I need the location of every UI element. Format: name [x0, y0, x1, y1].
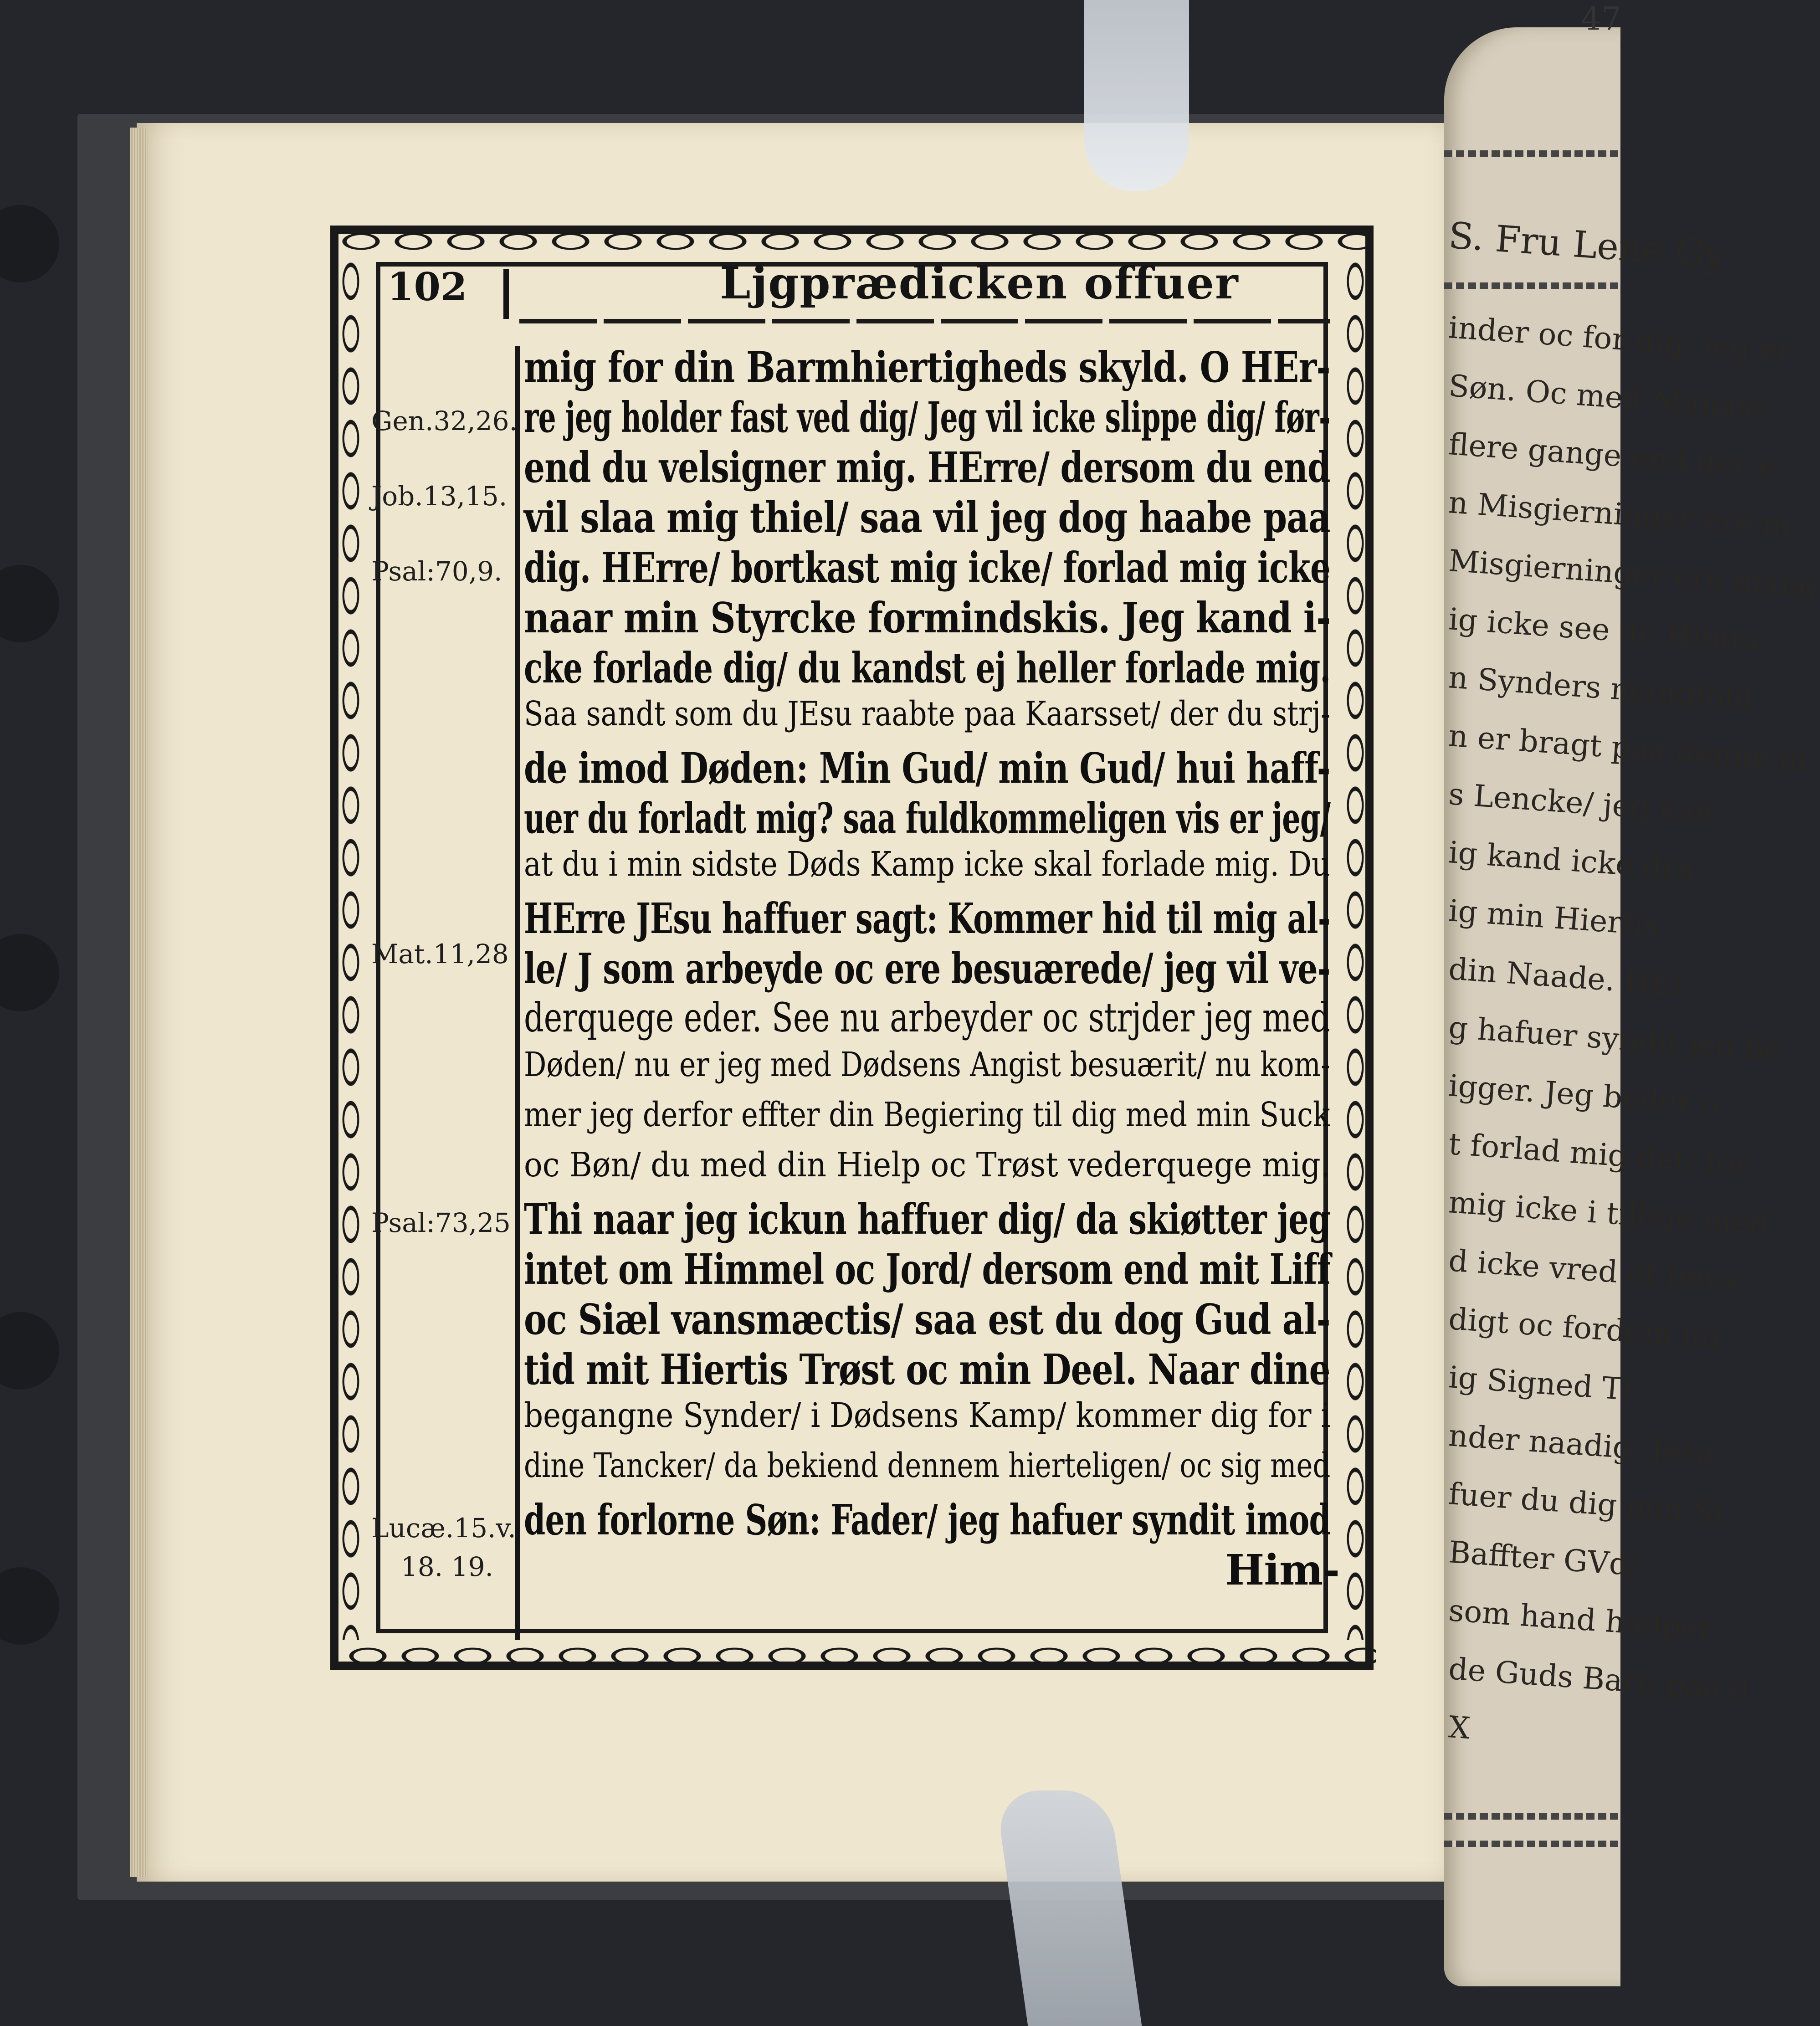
opposite-page — [1444, 27, 1820, 1986]
header-divider — [503, 269, 509, 319]
text-line: HErre JEsu haffuer sagt: Kommer hid til mig al- — [524, 894, 1330, 943]
text-line: cke forlade dig/ du kandst ej heller forlade mig. — [524, 643, 1331, 692]
opposite-text-line: mig icke i tillige med — [1447, 1185, 1770, 1242]
opposite-text-line: n Synders mangfold — [1447, 660, 1755, 716]
running-head: Ljgprædicken offuer — [720, 257, 1239, 309]
margin-note: Gen.32,26. — [371, 405, 518, 436]
opposite-text-line: de Guds Barn paa d — [1447, 1651, 1751, 1708]
header-rule — [519, 319, 1330, 323]
opposite-text-line: flere gange end der e — [1447, 426, 1777, 485]
page-edges — [130, 128, 148, 1877]
margin-note: Job.13,15. — [371, 481, 508, 512]
text-line: oc Siæl vansmæctis/ saa est du dog Gud al- — [524, 1295, 1330, 1344]
opposite-border — [1444, 1813, 1620, 1820]
binding-hole — [0, 205, 59, 282]
margin-note: Lucæ.15.v. — [371, 1513, 516, 1544]
text-line: naar min Styrcke formindskis. Jeg kand i- — [524, 593, 1331, 642]
opposite-text-line: Misgierninger ere mang — [1447, 543, 1820, 604]
margin-note: Mat.11,28 — [371, 939, 509, 969]
opposite-border — [1444, 150, 1620, 157]
opposite-text-line: digt oc fordom mi — [1447, 1301, 1721, 1355]
text-line: de imod Døden: Min Gud/ min Gud/ hui haff- — [524, 744, 1330, 793]
text-line: intet om Himmel oc Jord/ dersom end mit Liff — [524, 1245, 1331, 1294]
text-line: Saa sandt som du JEsu raabte paa Kaarsset/ der du strj- — [524, 694, 1331, 733]
text-line: dine Tancker/ da bekiend dennem hierteligen/ oc sig med — [524, 1446, 1331, 1485]
opposite-text-line: ig icke see de Himm — [1447, 601, 1760, 658]
text-line: at du i min sidste Døds Kamp icke skal forlade mig. Du — [524, 845, 1330, 884]
text-line: uer du forladt mig? saa fuldkommeligen vis er jeg/ — [524, 794, 1331, 843]
opposite-text-line: Søn. Oc med Manass — [1447, 368, 1769, 426]
text-line: Him- — [1225, 1545, 1339, 1595]
opposite-text-line: nder naadig. Jesu — [1447, 1418, 1717, 1472]
opposite-text-line: inder oc for dig/ jeg er — [1447, 310, 1793, 369]
text-line: mer jeg derfor effter din Begiering til dig med min Suck — [524, 1095, 1330, 1134]
opposite-text-line: d icke vred at beva — [1447, 1243, 1740, 1298]
opposite-border — [1444, 282, 1620, 289]
margin-note: Psal:73,25 — [371, 1207, 511, 1238]
margin-note: Psal:70,9. — [371, 556, 502, 587]
opposite-text-line: ig kand icke dra — [1447, 835, 1696, 887]
opposite-text-line: ig min Hiertis — [1447, 893, 1660, 943]
opposite-text-line: X — [1447, 1709, 1471, 1746]
opposite-text-line: din Naade. HEr — [1447, 951, 1688, 1003]
text-line: le/ J som arbeyde oc ere besuærede/ jeg vil ve- — [524, 944, 1330, 993]
text-line: den forlorne Søn: Fader/ jeg hafuer syndit imod — [524, 1495, 1331, 1544]
opposite-text-line: fuer du dig min Si — [1447, 1476, 1725, 1531]
binding-hole — [0, 1567, 59, 1645]
text-line: mig for din Barmhiertigheds skyld. O HEr- — [524, 343, 1330, 392]
opposite-border — [1444, 1841, 1620, 1847]
scan-corner-label: 47 — [1581, 0, 1622, 37]
text-line: end du velsigner mig. HErre/ dersom du end — [524, 443, 1330, 492]
binding-hole — [0, 565, 59, 642]
opposite-text-line: n Misgierninger ere m — [1447, 485, 1793, 544]
opposite-running-head: S. Fru Lene Gy — [1447, 214, 1727, 276]
opposite-text-line: t forlad mig det/ for — [1447, 1126, 1750, 1182]
binding-hole — [0, 1312, 59, 1390]
text-line: oc Bøn/ du med din Hielp oc Trøst vederquege mig. — [524, 1145, 1331, 1185]
opposite-text-line: som hand hielper — [1447, 1593, 1714, 1646]
margin-column-rule — [515, 346, 520, 1640]
text-line: Thi naar jeg ickun haffuer dig/ da skiøtter jeg — [524, 1195, 1331, 1244]
opposite-text-line: s Lencke/ jeg kan — [1447, 776, 1716, 830]
margin-note: 18. 19. — [401, 1551, 493, 1582]
text-line: Døden/ nu er jeg med Dødsens Angist besuærit/ nu kom- — [524, 1045, 1330, 1084]
text-line: re jeg holder fast ved dig/ Jeg vil icke slippe dig/ før- — [524, 393, 1330, 442]
opposite-text-line: g hafuer syndit jeg be — [1447, 1010, 1783, 1068]
text-line: vil slaa mig thiel/ saa vil jeg dog haabe paa — [524, 493, 1330, 542]
text-line: begangne Synder/ i Dødsens Kamp/ kommer dig for i — [524, 1396, 1331, 1435]
opposite-text-line: igger. Jeg beder o — [1447, 1068, 1720, 1122]
opposite-text-line: ig Signed Ti — [1447, 1359, 1633, 1408]
text-line: dig. HErre/ bortkast mig icke/ forlad mig icke — [524, 543, 1330, 592]
opposite-text-line: n er bragt paa denne m — [1447, 718, 1809, 778]
opposite-text-line: Baffter GVd/ — [1447, 1534, 1640, 1583]
page-number: 102 — [387, 264, 467, 309]
binding-hole — [0, 934, 59, 1011]
text-line: tid mit Hiertis Trøst oc min Deel. Naar dine — [524, 1345, 1330, 1394]
book-clamp-top — [1084, 0, 1189, 191]
text-line: derquege eder. See nu arbeyder oc strjder jeg med — [524, 994, 1330, 1041]
